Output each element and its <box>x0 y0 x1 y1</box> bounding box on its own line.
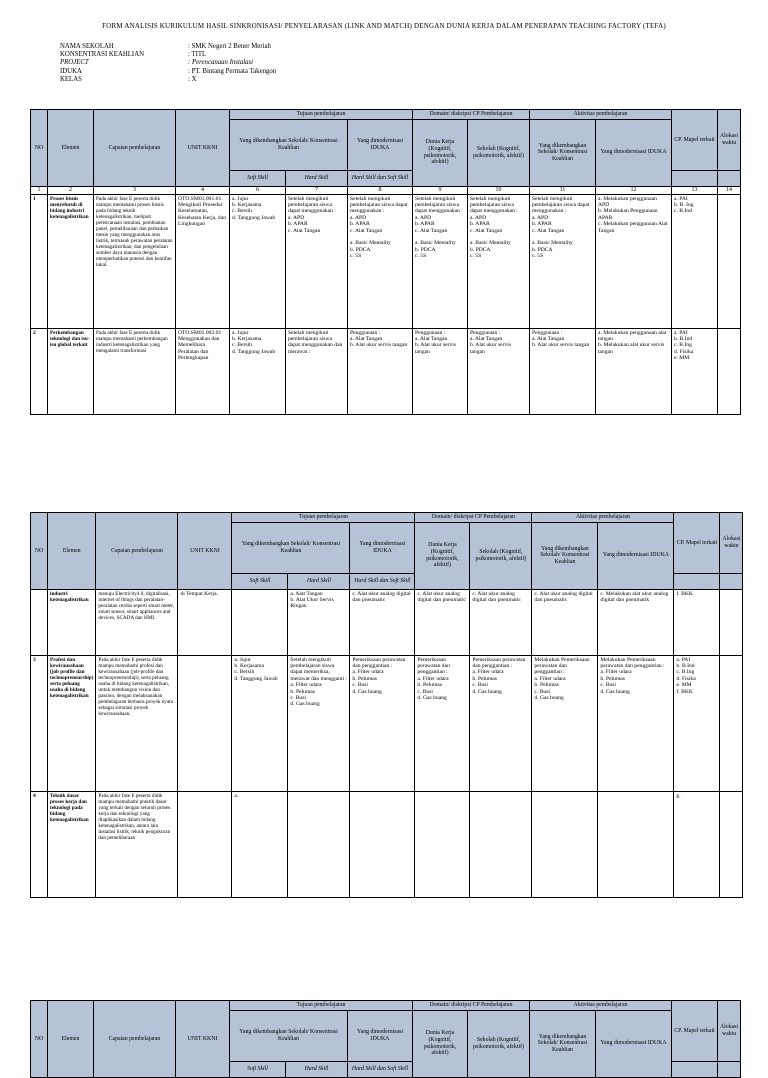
header-domain: Domain/ diskripsi CP Pembelajaran <box>413 1001 530 1011</box>
row-number: 2 <box>31 328 48 414</box>
meta-key: KELAS <box>60 75 82 83</box>
dunia-kerja-cell <box>413 328 468 414</box>
school-meta <box>60 43 276 84</box>
meta-row <box>60 59 276 67</box>
hard-skill-cell-line: a. APD <box>288 214 305 221</box>
dunia-kerja-cell-line: a. Filter udara <box>417 675 449 682</box>
soft-skill-cell-line: d. Tanggung Jawab <box>232 214 276 221</box>
aktivitas-sekolah-cell-line: c. Busi <box>534 688 550 695</box>
cp-mapel-cell-line: g. <box>676 792 681 799</box>
header-tujuan: Tujuan pembelajaran <box>232 513 415 523</box>
dunia-kerja-cell-line: c. Alat ukur analog digital dan pneumatic <box>417 590 466 603</box>
aktivitas-sekolah-cell-line: c. 5S <box>532 253 544 260</box>
header-dunia-kerja: Dunia Kerja (Kognitif, psikomotorik, afektif) <box>413 119 468 186</box>
cp-mapel-cell-line: d. Fisika <box>674 348 694 355</box>
header-dunia-kerja: Dunia Kerja (Kognitif, psikomotorik, afektif) <box>415 522 470 589</box>
header-aktivitas: Aktivitas pembelajaran <box>532 513 674 523</box>
iduka-cell-line: Penggunaan : <box>350 329 381 336</box>
iduka-cell-line: Pemeriksaan perawatan dan penggantian : <box>352 656 406 669</box>
soft-skill-cell-line: c. Bersih <box>234 669 255 676</box>
sekolah-cell-line: a. Basic Mentality <box>470 240 511 247</box>
iduka-cell-line: Setelah mengikuti pembelajaran siswa dapat menggunakan : <box>350 195 408 215</box>
aktivitas-sekolah-cell-line: b. Alat ukur servis tangan <box>532 342 590 349</box>
header-alokasi: Alokasi waktu <box>720 513 743 574</box>
header-cp-mapel: CP. Mapel terkait <box>672 110 718 171</box>
hard-skill-cell <box>286 328 348 414</box>
dunia-kerja-cell-line: b. APAR <box>415 221 435 228</box>
header-domain: Domain/ diskripsi CP Pembelajaran <box>413 110 530 120</box>
aktivitas-sekolah-cell <box>532 589 598 655</box>
header-capaian: Capaian pembelajaran <box>94 110 176 187</box>
header-capaian: Capaian pembelajaran <box>96 513 178 590</box>
meta-row <box>60 43 276 51</box>
iduka-cell <box>350 655 415 791</box>
soft-skill-cell-line: c. Bersih <box>232 208 252 215</box>
column-number: 11 <box>530 186 596 194</box>
column-number: 2 <box>48 186 94 194</box>
header-hard-soft: Hard Skill dan Soft Skill <box>348 1061 413 1077</box>
header-dimodernisasi-iduka: Yang dimodernisasi IDUKA <box>350 522 415 573</box>
aktivitas-iduka-cell <box>598 589 674 655</box>
header-elemen: Elemen <box>48 110 94 187</box>
sekolah-cell-line: Penggunaan : <box>470 329 501 336</box>
hard-skill-cell-line: Setelah mengikuti pembelajaran siswa dapat menggunakan : <box>288 195 336 215</box>
capaian-cell: Pada akhir fase E peserta didik mampu memahami profesi dan kewirausahaan (job-profile dan technopreneurship), serta peluang usaha di bidang ketenagalistrikan, untuk membangun vision dan passion, dengan melaksanakan pembelajaran berbasis proyek nyata sebagai simulasi proyek kewirausahaan. <box>96 655 178 791</box>
elemen-cell: Proses bisnis menyeluruh di bidang industri ketenagalistrikan <box>48 194 94 328</box>
header-blank <box>718 170 741 186</box>
document-title: FORM ANALISIS KURIKULUM HASIL SINKRONISASI/ PENYELARASAN (LINK AND MATCH) DENGAN DUNIA KERJA DALAM PENERAPAN TEACHING FACTORY (TEFA) <box>102 22 666 30</box>
unit-kkni-cell <box>176 194 230 328</box>
iduka-cell-line: b. PDCA <box>350 246 371 253</box>
aktivitas-iduka-cell-line: c. Melakukan penggunaan Alat Tangan <box>598 221 668 234</box>
dunia-kerja-cell-line: Pemeriksaan perawatan dan penggantian : <box>417 656 450 676</box>
header-soft-skill: Soft Skill <box>232 573 288 589</box>
cp-mapel-cell-line: e. MM <box>676 682 692 689</box>
alokasi-cell <box>718 328 741 414</box>
header-aktivitas-iduka: Yang dimodernisasi IDUKA <box>596 119 672 186</box>
header-aktivitas-iduka: Yang dimodernisasi IDUKA <box>596 1010 672 1077</box>
curriculum-table-3 <box>30 1000 741 1078</box>
aktivitas-iduka-cell-line: c. Busi <box>600 682 616 689</box>
aktivitas-iduka-cell-line: a. Filter udara <box>600 669 632 676</box>
hard-skill-cell-line: b. Pelumas <box>290 688 315 695</box>
table-row <box>31 791 743 897</box>
header-hard-skill: Hard Skill <box>286 170 348 186</box>
meta-value: : Perencanaan Instalasi <box>188 59 254 67</box>
sekolah-cell-line: b. PDCA <box>470 246 491 253</box>
aktivitas-sekolah-cell-line: a. APD <box>532 214 549 221</box>
sekolah-cell <box>468 194 530 328</box>
cp-mapel-cell <box>674 791 720 897</box>
aktivitas-sekolah-cell-line: a. Basic Mentality <box>532 240 573 247</box>
iduka-cell-line: c. 5S <box>350 253 362 260</box>
meta-key: KONSENTRASI KEAHLIAN <box>60 51 145 59</box>
header-cp-mapel: CP. Mapel terkait <box>672 1001 718 1062</box>
aktivitas-sekolah-cell-line: Melakukan Pemeriksaan perawatan dan penggantian : <box>534 656 590 676</box>
aktivitas-sekolah-cell-line: c. Alat ukur analog digital dan pneumatic <box>534 590 593 603</box>
header-aktivitas-sekolah: Yang dikembangkan Sekolah/ Konsentrasi Keahlian <box>530 119 596 186</box>
column-number: 13 <box>672 186 718 194</box>
column-number: 7 <box>286 186 348 194</box>
cp-mapel-cell-line: b. B.Ind <box>674 336 693 342</box>
unit-kkni-cell <box>176 328 230 414</box>
iduka-cell-line: a. Filter udara <box>352 669 384 676</box>
aktivitas-sekolah-cell-line: a. Filter udara <box>534 675 566 682</box>
header-soft-skill: Soft Skill <box>230 1061 286 1077</box>
header-aktivitas-sekolah: Yang dikembangkan Sekolah/ Konsentrasi Keahlian <box>530 1010 596 1077</box>
column-number: 12 <box>596 186 672 194</box>
hard-skill-cell-line: a. Alat Tangan <box>290 590 323 597</box>
header-unit: UNIT KKNI <box>178 513 232 590</box>
iduka-cell-line: b. Pelumas <box>352 675 377 682</box>
header-hard-skill: Hard Skill <box>286 1061 348 1077</box>
aktivitas-sekolah-cell-line: Setelah mengikuti pembelajaran siswa dapat menggunakan : <box>532 195 590 215</box>
dunia-kerja-cell-line: b. PDCA <box>415 246 436 253</box>
iduka-cell-line: d. Gas buang <box>352 688 382 695</box>
header-dikembangkan-sekolah: Yang dikembangkan Sekolah/ Konsentrasi Keahlian <box>230 119 348 170</box>
curriculum-table-2 <box>30 512 743 898</box>
column-number: 10 <box>468 186 530 194</box>
cp-mapel-cell-line: c. B.Ind <box>674 208 692 215</box>
iduka-cell <box>348 194 413 328</box>
soft-skill-cell-line: a. Jujur <box>234 656 251 663</box>
iduka-cell-line: a. Alat Tangan <box>350 336 383 342</box>
meta-value: : X <box>188 75 197 83</box>
meta-value: : SMK Negeri 2 Bener Meriah <box>188 43 271 50</box>
aktivitas-iduka-cell <box>596 194 672 328</box>
hard-skill-cell <box>286 194 348 328</box>
aktivitas-sekolah-cell-line: b. Pelumas <box>534 682 559 689</box>
alokasi-cell <box>720 589 743 655</box>
dunia-kerja-cell-line: Setelah mengikuti pembelajaran siswa dapat menggunakan : <box>415 195 463 215</box>
elemen-cell: industri ketenagalistrikan <box>48 589 96 655</box>
cp-mapel-cell <box>674 589 720 655</box>
dunia-kerja-cell-line: a. Alat Tangan <box>415 336 448 342</box>
iduka-cell <box>348 328 413 414</box>
header-blank <box>674 573 720 589</box>
unit-kkni-cell-line: Menggunakan dan Memelihara Peralatan dan Perlengkapan <box>178 336 220 362</box>
aktivitas-sekolah-cell-line: b. APAR <box>532 221 552 228</box>
header-unit: UNIT KKNI <box>176 1001 230 1078</box>
header-sekolah-kognitif: Sekolah (Kognitif, psikomotorik, afektif) <box>468 119 530 186</box>
unit-kkni-cell <box>178 791 232 897</box>
header-soft-skill: Soft Skill <box>230 170 286 186</box>
meta-value: : TITL <box>188 51 207 59</box>
table-row <box>31 589 743 655</box>
soft-skill-cell-line: d. Tanggung Jawab <box>232 348 276 355</box>
column-number: 14 <box>718 186 741 194</box>
curriculum-table-1 <box>30 109 741 415</box>
unit-kkni-cell <box>178 655 232 791</box>
header-blank <box>672 1061 718 1077</box>
aktivitas-sekolah-cell-line: b. PDCA <box>532 246 553 253</box>
hard-skill-cell-line: Setelah mengikuti pembelajaran siswa dapat menggunakan dan merawat : <box>288 329 343 355</box>
iduka-cell <box>350 589 415 655</box>
cp-mapel-cell-line: c. B.Ing <box>676 669 695 676</box>
sekolah-cell-line: Pemeriksaan perawatan dan penggantian : <box>472 656 526 669</box>
header-dikembangkan-sekolah: Yang dikembangkan Sekolah/ Konsentrasi Keahlian <box>230 1010 348 1061</box>
soft-skill-cell <box>232 589 288 655</box>
header-dunia-kerja: Dunia Kerja (Kognitif, psikomotorik, afektif) <box>413 1010 468 1077</box>
header-blank <box>672 170 718 186</box>
cp-mapel-cell-line: a. PAI <box>674 329 688 336</box>
header-sekolah-kognitif: Sekolah (Kognitif, psikomotorik, afektif) <box>468 1010 530 1077</box>
aktivitas-iduka-cell-line: c. Melakukan alat ukur analog digital dan pneumatik <box>600 590 669 603</box>
header-aktivitas: Aktivitas pembelajaran <box>530 110 672 120</box>
soft-skill-cell-line: c. Bersih <box>232 342 252 349</box>
capaian-cell: Pada akhir fase E peserta didik mampu memahami proses bisnis pada bidang teknik ketenagalistrikan, meliputi perencanaan instalasi, pembuatan panel, pemeliharaan dan perbaikan mesin yang menggunakan arus listrik, termasuk perawatan peralatan ketenagalistrikan, dan pengelolaan sumber daya manusia dengan memperhatikan potensi dan kearifan lokal. <box>94 194 176 328</box>
column-number: 1 <box>31 186 48 194</box>
header-alokasi: Alokasi waktu <box>718 1001 741 1062</box>
sekolah-cell-line: c. 5S <box>470 253 482 260</box>
soft-skill-cell <box>232 655 288 791</box>
cp-mapel-cell-line: a. PAI <box>674 195 688 202</box>
header-dimodernisasi-iduka: Yang dimodernisasi IDUKA <box>348 119 413 170</box>
cp-mapel-cell <box>672 328 718 414</box>
header-aktivitas-sekolah: Yang dikembangkan Sekolah/ Konsentrasi Keahlian <box>532 522 598 589</box>
cp-mapel-cell-line: a. PAI <box>676 656 691 663</box>
aktivitas-iduka-cell <box>596 328 672 414</box>
column-number: 8 <box>348 186 413 194</box>
elemen-cell: Teknik dasar proses kerja dan teknologi pada bidang ketenagalistrikan <box>48 791 96 897</box>
sekolah-cell-line: c. Alat ukur analog digital dan pneumatic <box>472 590 521 603</box>
meta-key: PROJECT <box>60 59 89 67</box>
header-elemen: Elemen <box>48 1001 94 1078</box>
iduka-cell-line: a. Basic Mentality <box>350 240 391 247</box>
sekolah-cell <box>470 791 532 897</box>
dunia-kerja-cell-line: a. Basic Mentality <box>415 240 456 247</box>
dunia-kerja-cell <box>413 194 468 328</box>
aktivitas-iduka-cell-line: b. Pelumas <box>600 675 625 682</box>
meta-row <box>60 51 276 59</box>
header-unit: UNIT KKNI <box>176 110 230 187</box>
unit-kkni-cell-line: OTO.SM01.001.01. <box>178 195 223 202</box>
aktivitas-sekolah-cell <box>530 328 596 414</box>
aktivitas-iduka-cell-line: a. Melakukan penggunaan alat tangan <box>598 329 667 342</box>
dunia-kerja-cell-line: c. Busi <box>417 688 433 695</box>
soft-skill-cell-line: a. Jujur <box>232 329 249 336</box>
hard-skill-cell-line: c. Busi <box>290 695 306 702</box>
dunia-kerja-cell-line: b. Alat ukur servis tangan <box>415 342 457 355</box>
soft-skill-cell <box>230 328 286 414</box>
meta-key: IDUKA <box>60 67 82 75</box>
meta-value: : PT. Bintang Permata Takengon <box>188 67 277 75</box>
header-no: NO <box>31 1001 48 1078</box>
iduka-cell-line: b. Alat ukur servis tangan <box>350 342 408 349</box>
alokasi-cell <box>718 194 741 328</box>
hard-skill-cell-line: a. Filter udara <box>290 682 322 689</box>
table-row <box>31 194 741 328</box>
meta-row <box>60 68 276 76</box>
aktivitas-sekolah-cell <box>532 655 598 791</box>
sekolah-cell-line: c. Alat Tangan <box>470 227 503 234</box>
cp-mapel-cell-line: b. B.Ind <box>676 663 695 669</box>
header-elemen: Elemen <box>48 513 96 590</box>
soft-skill-cell-line: d. Tanggung Jawab <box>234 675 278 682</box>
soft-skill-cell-line: a. Jujur <box>232 195 249 202</box>
alokasi-cell <box>720 791 743 897</box>
hard-skill-cell-line: d. Gas buang <box>290 701 320 708</box>
sekolah-cell-line: b. Alat ukur servis tangan <box>470 342 512 355</box>
hard-skill-cell <box>288 791 350 897</box>
sekolah-cell-line: b. Pelumas <box>472 675 497 682</box>
cp-mapel-cell-line: f. BKK <box>676 688 693 695</box>
meta-key: NAMA SEKOLAH <box>60 43 114 50</box>
aktivitas-iduka-cell-line: b. Melakukan Penggunaan APAR <box>598 208 658 221</box>
aktivitas-sekolah-cell-line: c. Alat Tangan <box>532 227 565 234</box>
cp-mapel-cell <box>672 194 718 328</box>
sekolah-cell-line: a. APD <box>470 214 487 221</box>
header-dikembangkan-sekolah: Yang dikembangkan Sekolah/ Konsentrasi Keahlian <box>232 522 350 573</box>
capaian-cell: menuju Electricity4.0, digitalisasi, internet of things dan peralatan-peralatan cerdas seperti smart meter, smart sensor, smart appliances and devices, SCADA dan HMI. <box>96 589 178 655</box>
hard-skill-cell-line: b. Alat Ukur Servis Ringan <box>290 597 334 610</box>
aktivitas-iduka-cell-line: Melakukan Pemeriksaan perawatan dan penggantian : <box>600 656 665 669</box>
iduka-cell-line: b. APAR <box>350 221 370 228</box>
cp-mapel-cell-line: d. Fisika <box>676 675 696 682</box>
dunia-kerja-cell-line: Penggunaan : <box>415 329 446 336</box>
sekolah-cell <box>470 589 532 655</box>
unit-kkni-cell-line: Mengikuti Prosedur Keselamatan, Kesehatan Kerja, dan Lingkungan <box>178 202 226 228</box>
aktivitas-iduka-cell <box>598 791 674 897</box>
header-dimodernisasi-iduka: Yang dimodernisasi IDUKA <box>348 1010 413 1061</box>
capaian-cell: Pada akhir fase E peserta didik mampu memahami praktik dasar yang terkait dengan seluruh proses kerja dan teknologi yang diaplikasikan dalam bidang ketenagalistrikan, antara lain instalasi listrik, teknik pengukuran dan pemeliharaan <box>96 791 178 897</box>
iduka-cell-line: c. Alat ukur analog digital dan pneumatic <box>352 590 411 603</box>
unit-kkni-cell <box>178 589 232 655</box>
iduka-cell-line: c. Busi <box>352 682 368 689</box>
cp-mapel-cell <box>674 655 720 791</box>
sekolah-cell-line: d. Gas buang <box>472 688 502 695</box>
aktivitas-iduka-cell-line: b. Melakukan alat ukur servis tangan <box>598 342 665 355</box>
hard-skill-cell <box>288 655 350 791</box>
dunia-kerja-cell-line: b. Pelumas <box>417 682 442 689</box>
aktivitas-sekolah-cell-line: a. Alat Tangan <box>532 336 565 342</box>
hard-skill-cell <box>288 589 350 655</box>
alokasi-cell <box>720 655 743 791</box>
soft-skill-cell-line: b. Kerjasama <box>232 336 262 342</box>
soft-skill-cell-line: a. <box>234 792 239 799</box>
column-number: 3 <box>94 186 176 194</box>
header-aktivitas: Aktivitas pembelajaran <box>530 1001 672 1011</box>
column-number: 6 <box>230 186 286 194</box>
elemen-cell: Perkembangan teknologi dan isu-isu global terkait <box>48 328 94 414</box>
dunia-kerja-cell <box>415 791 470 897</box>
aktivitas-sekolah-cell-line: Penggunaan : <box>532 329 563 336</box>
cp-mapel-cell-line: c. B.Ing <box>674 342 692 349</box>
header-no: NO <box>31 110 48 187</box>
hard-skill-cell-line: c. Alat Tangan <box>288 227 321 234</box>
row-number: 4 <box>31 791 48 897</box>
soft-skill-cell-line: b. Kerjasama <box>232 202 262 208</box>
table-row <box>31 328 741 414</box>
soft-skill-cell <box>232 791 288 897</box>
row-number: 3 <box>31 655 48 791</box>
sekolah-cell <box>468 328 530 414</box>
dunia-kerja-cell <box>415 589 470 655</box>
dunia-kerja-cell-line: c. Alat Tangan <box>415 227 448 234</box>
unit-kkni-cell-line: OTO.SM01.003.01 <box>178 329 222 336</box>
header-capaian: Capaian pembelajaran <box>94 1001 176 1078</box>
dunia-kerja-cell-line: d. Gas buang <box>417 695 447 702</box>
cp-mapel-cell-line: f. BKK <box>676 590 693 597</box>
iduka-cell-line: a. APD <box>350 214 367 221</box>
dunia-kerja-cell-line: a. APD <box>415 214 432 221</box>
header-domain: Domain/ diskripsi CP Pembelajaran <box>415 513 532 523</box>
aktivitas-sekolah-cell <box>532 791 598 897</box>
row-number: 1 <box>31 194 48 328</box>
header-blank <box>718 1061 741 1077</box>
unit-kkni-cell-line: di Tempat Kerja. <box>180 590 218 597</box>
table-row <box>31 655 743 791</box>
capaian-cell: Pada akhir fase E peserta didik mampu memahami perkembangan industri ketenagalistrikan yang mengalami transformasi <box>94 328 176 414</box>
iduka-cell <box>350 791 415 897</box>
hard-skill-cell-line: b. APAR <box>288 221 308 228</box>
sekolah-cell-line: a. Filter udara <box>472 669 504 676</box>
hard-skill-cell-line: Setelah mengikuti pembelajaran siswa dapat memeriksa, merawat dan mengganti : <box>290 656 348 682</box>
aktivitas-sekolah-cell-line: d. Gas buang <box>534 695 564 702</box>
sekolah-cell-line: a. Alat Tangan <box>470 336 503 342</box>
column-number: 4 <box>176 186 230 194</box>
header-hard-soft: Hard Skill dan Soft Skill <box>348 170 413 186</box>
sekolah-cell-line: Setelah mengikuti pembelajaran siswa dapat menggunakan : <box>470 195 518 215</box>
dunia-kerja-cell <box>415 655 470 791</box>
soft-skill-cell <box>230 194 286 328</box>
header-sekolah-kognitif: Sekolah (Kognitif, psikomotorik, afektif) <box>470 522 532 589</box>
aktivitas-iduka-cell <box>598 655 674 791</box>
aktivitas-iduka-cell-line: a. Melakukan penggunaan APD <box>598 195 657 208</box>
cp-mapel-cell-line: b. B. Ing <box>674 202 694 208</box>
header-hard-skill: Hard Skill <box>288 573 350 589</box>
header-aktivitas-iduka: Yang dimodernisasi IDUKA <box>598 522 674 589</box>
header-alokasi: Alokasi waktu <box>718 110 741 171</box>
row-number <box>31 589 48 655</box>
sekolah-cell <box>470 655 532 791</box>
sekolah-cell-line: c. Busi <box>472 682 488 689</box>
dunia-kerja-cell-line: c. 5S <box>415 253 427 260</box>
column-number: 9 <box>413 186 468 194</box>
aktivitas-iduka-cell-line: d. Gas buang <box>600 688 630 695</box>
header-cp-mapel: CP. Mapel terkait <box>674 513 720 574</box>
sekolah-cell-line: b. APAR <box>470 221 490 228</box>
aktivitas-sekolah-cell <box>530 194 596 328</box>
header-no: NO <box>31 513 48 590</box>
iduka-cell-line: c. Alat Tangan <box>350 227 383 234</box>
elemen-cell: Profesi dan kewirausahaan (job profile dan technopreneurship) serta peluang usaha di bidang ketenagalistrikan <box>48 655 96 791</box>
soft-skill-cell-line: b. Kerjasama <box>234 663 264 669</box>
header-blank <box>720 573 743 589</box>
header-tujuan: Tujuan pembelajaran <box>230 1001 413 1011</box>
cp-mapel-cell-line: e. MM <box>674 355 690 362</box>
header-hard-soft: Hard Skill dan Soft Skill <box>350 573 415 589</box>
meta-row <box>60 76 276 84</box>
header-tujuan: Tujuan pembelajaran <box>230 110 413 120</box>
